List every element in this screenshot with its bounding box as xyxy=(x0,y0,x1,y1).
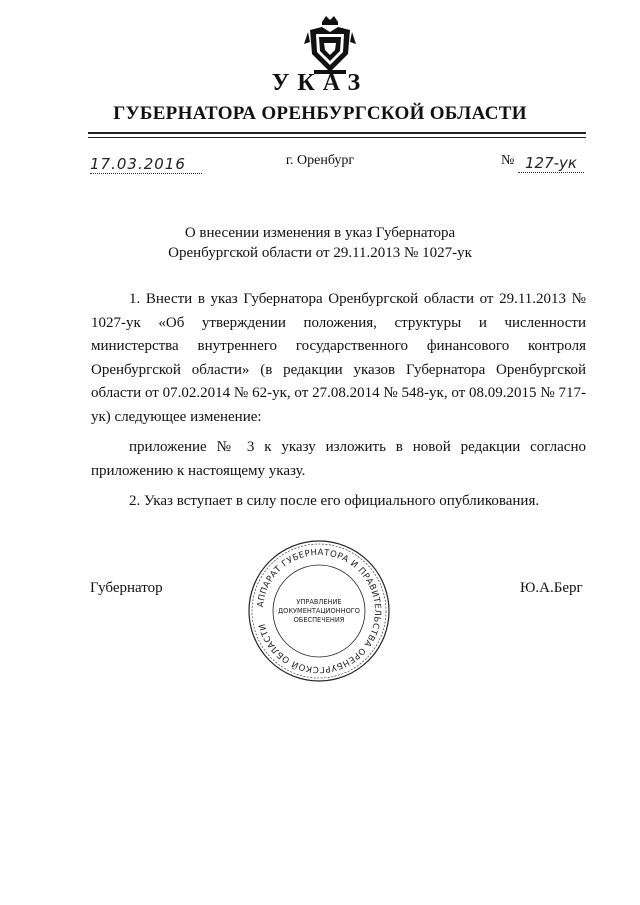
stamp-ring-text: АППАРАТ ГУБЕРНАТОРА И ПРАВИТЕЛЬСТВА ОРЕНБУРГСКОЙ ОБЛАСТИ xyxy=(256,547,383,675)
heading-line-1: О внесении изменения в указ Губернатора xyxy=(184,225,456,241)
heading-line-2: Оренбургской области от 29.11.2013 № 1027-ук xyxy=(168,245,472,261)
document-title: УКАЗ xyxy=(271,70,369,96)
stamp-inner-line-1: УПРАВЛЕНИЕ xyxy=(296,598,342,606)
header-rule-thin xyxy=(88,137,586,138)
document-subtitle: ГУБЕРНАТОРА ОРЕНБУРГСКОЙ ОБЛАСТИ xyxy=(113,103,527,124)
decree-number-label: № xyxy=(501,153,515,168)
signatory-position: Губернатор xyxy=(90,580,163,596)
decree-date: 17.03.2016 xyxy=(90,155,202,174)
paragraph-2: приложение № 3 к указу изложить в новой редакции согласно приложению к настоящему указу. xyxy=(91,439,586,479)
decree-body xyxy=(91,288,586,514)
paragraph-3: 2. Указ вступает в силу после его официального опубликования. xyxy=(129,493,540,509)
header-rule-thick xyxy=(88,132,586,134)
decree-heading xyxy=(0,223,640,263)
coat-of-arms-icon xyxy=(300,14,360,78)
signatory-name: Ю.А.Берг xyxy=(520,580,583,596)
decree-number: 127-ук xyxy=(518,154,584,173)
decree-city: г. Оренбург xyxy=(285,153,355,168)
official-stamp xyxy=(246,538,392,684)
paragraph-1: 1. Внести в указ Губернатора Оренбургской области от 29.11.2013 № 1027-ук «Об утверждении положения, структуры и численности министерства внутреннего государственного финансового контроля Оренбургской области» (в редакции указов Губернатора Оренбургской области от 07.02.2014 № 62-ук, от 27.08.2014 № 548-ук, от 08.09.2015 № 717-ук) следующее изменение: xyxy=(91,291,586,425)
stamp-inner-line-3: ОБЕСПЕЧЕНИЯ xyxy=(293,616,345,624)
stamp-inner-line-2: ДОКУМЕНТАЦИОННОГО xyxy=(278,607,360,615)
